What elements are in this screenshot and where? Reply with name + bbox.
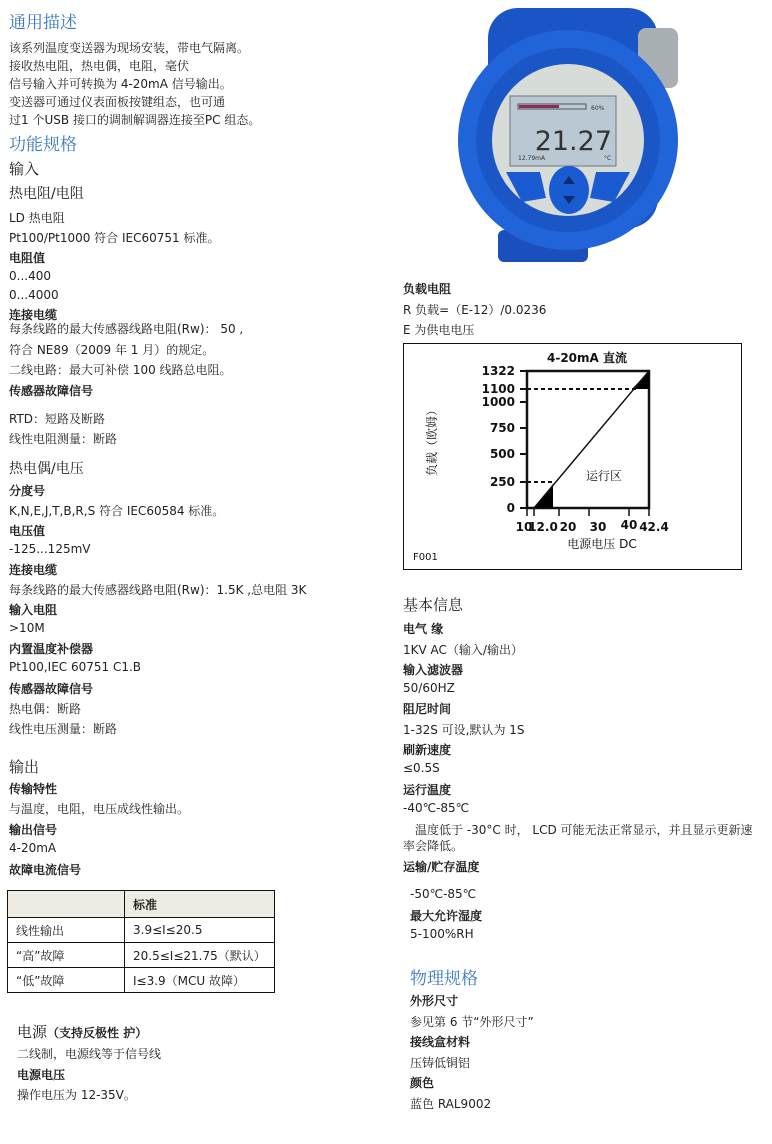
basic-value: 50/60HZ	[403, 681, 455, 695]
basic-label: 阻尼时间	[403, 702, 452, 716]
transmitter-device-image	[448, 0, 720, 272]
load-chart	[403, 343, 742, 570]
basic-label: 电气 缘	[403, 622, 444, 636]
svg-text:1000: 1000	[481, 395, 515, 409]
rtd-cable-line: 每条线路的最大传感器线路电阻(Rw)： 50 ,	[9, 322, 244, 336]
table-row	[8, 943, 275, 968]
output-transfer-label: 传输特性	[9, 782, 58, 796]
tc-title: 热电偶/电压	[9, 461, 84, 477]
svg-text:500: 500	[489, 447, 515, 461]
physical-value: 蓝色 RAL9002	[410, 1097, 492, 1111]
tc-impedance-value: >10M	[9, 621, 45, 635]
load-formula: R 负载=（E-12）/0.0236	[403, 303, 547, 317]
power-voltage-value: 操作电压为 12-35V。	[17, 1088, 136, 1102]
power-voltage-label: 电源电压	[17, 1068, 66, 1082]
output-signal-label: 输出信号	[9, 823, 58, 837]
general-line: 信号输入并可转换为 4-20mA 信号输出。	[9, 77, 232, 91]
basic-value: ≤0.5S	[403, 761, 440, 775]
physical-value: 压铸低铜铝	[410, 1056, 471, 1070]
tc-fault-label: 传感器故障信号	[9, 682, 94, 696]
tc-cjc-value: Pt100,IEC 60751 C1.B	[9, 660, 142, 674]
rtd-range-value: 0...4000	[9, 288, 59, 302]
rtd-cable-line: 符合 NE89（2009 年 1 月）的规定。	[9, 343, 215, 357]
storage-value: -50℃-85℃	[410, 887, 477, 901]
lcd-note: 温度低于 -30°C 时， LCD 可能无法正常显示，并且显示更新速	[415, 823, 753, 837]
rtd-cable-label: 连接电缆	[9, 308, 58, 322]
svg-text:12.79mA: 12.79mA	[518, 155, 546, 162]
load-label: 负载电阻	[403, 282, 452, 296]
table-row	[8, 968, 275, 993]
output-fault-current-label: 故障电流信号	[9, 863, 82, 877]
rtd-fault-line: RTD：短路及断路	[9, 412, 106, 426]
table-cell: 线性输出	[8, 918, 125, 943]
table-header-cell	[8, 891, 125, 918]
humidity-label: 最大允许湿度	[410, 909, 483, 923]
physical-label: 接线盒材料	[410, 1035, 471, 1049]
physical-label: 外形尺寸	[410, 994, 459, 1008]
table-cell: 3.9≤I≤20.5	[125, 918, 275, 943]
general-line: 接收热电阻，热电偶，电阻，毫伏	[9, 59, 190, 73]
rtd-type-value: Pt100/Pt1000 符合 IEC60751 标准。	[9, 231, 220, 245]
svg-text:750: 750	[489, 421, 515, 435]
basic-info-title: 基本信息	[403, 596, 464, 614]
table-cell: I≤3.9（MCU 故障）	[125, 968, 275, 993]
svg-text:250: 250	[489, 475, 515, 489]
lcd-value: 21.27	[534, 126, 612, 157]
svg-text:10: 10	[515, 520, 533, 534]
general-line: 过1 个USB 接口的调制解调器连接至PC 组态。	[9, 113, 261, 127]
power-line: 二线制，电源线等于信号线	[17, 1047, 162, 1061]
table-cell: 20.5≤I≤21.75（默认）	[125, 943, 275, 968]
rtd-fault-line: 线性电阻测量：断路	[9, 432, 118, 446]
basic-value: -40℃-85℃	[403, 801, 470, 815]
svg-text:60%: 60%	[591, 105, 605, 112]
table-header-cell: 标准	[125, 891, 275, 918]
basic-label: 运行温度	[403, 783, 452, 797]
rtd-range-value: 0...400	[9, 269, 51, 283]
rtd-cable-line: 二线电路：最大可补偿 100 线路总电阻。	[9, 363, 232, 377]
humidity-value: 5-100%RH	[410, 927, 474, 941]
rtd-fault-label: 传感器故障信号	[9, 384, 94, 398]
table-cell: “高”故障	[8, 943, 125, 968]
svg-text:42.4: 42.4	[639, 520, 669, 534]
basic-value: 1-32S 可设,默认为 1S	[403, 723, 525, 737]
input-title: 输入	[9, 160, 40, 178]
svg-text:1100: 1100	[481, 382, 515, 396]
output-signal-value: 4-20mA	[9, 841, 57, 855]
svg-text:12.0: 12.0	[528, 520, 558, 534]
load-note: E 为供电电压	[403, 323, 475, 337]
power-title-note: （支持反极性 护）	[47, 1026, 148, 1040]
basic-label: 刷新速度	[403, 743, 452, 757]
svg-text:30: 30	[589, 520, 607, 534]
physical-spec-title: 物理规格	[410, 969, 478, 989]
chart-title: 4-20mA 直流	[547, 351, 627, 365]
basic-label: 输入滤波器	[403, 663, 464, 677]
svg-text:0: 0	[506, 501, 515, 515]
table-cell: “低”故障	[8, 968, 125, 993]
power-title-block	[17, 1021, 147, 1042]
chart-x-label: 电源电压 DC	[567, 537, 637, 551]
table-row	[8, 918, 275, 943]
svg-text:°C: °C	[604, 155, 612, 162]
section-title-general: 通用描述	[9, 13, 77, 33]
tc-fault-line: 热电偶：断路	[9, 702, 82, 716]
general-line: 该系列温度变送器为现场安装，带电气隔离。	[9, 41, 250, 55]
fault-current-table	[7, 890, 275, 993]
tc-type-value: K,N,E,J,T,B,R,S 符合 IEC60584 标准。	[9, 504, 225, 518]
tc-impedance-label: 输入电阻	[9, 603, 58, 617]
output-title: 输出	[9, 758, 40, 776]
power-title: 电源	[17, 1023, 48, 1041]
general-line: 变送器可通过仪表面板按键组态，也可通	[9, 95, 226, 109]
output-transfer-value: 与温度，电阻，电压成线性输出。	[9, 802, 190, 816]
chart-y-label: 负载（欧姆）	[425, 403, 439, 477]
tc-cable-value: 每条线路的最大传感器线路电阻(Rw)：1.5K ,总电阻 3K	[9, 583, 307, 597]
tc-range-value: -125...125mV	[9, 542, 91, 556]
tc-type-label: 分度号	[9, 484, 46, 498]
svg-text:20: 20	[559, 520, 577, 534]
lcd-note: 率会降低。	[403, 839, 464, 853]
tc-cjc-label: 内置温度补偿器	[9, 642, 94, 656]
physical-label: 颜色	[410, 1076, 435, 1090]
table-header-row	[8, 891, 275, 918]
basic-value: 1KV AC（输入/输出）	[403, 643, 523, 657]
figure-id: F001	[413, 552, 438, 563]
chart-annotation: 运行区	[585, 469, 623, 483]
section-title-function-spec: 功能规格	[9, 135, 77, 155]
tc-fault-line: 线性电压测量：断路	[9, 722, 118, 736]
rtd-title: 热电阻/电阻	[9, 186, 84, 202]
svg-text:1322: 1322	[481, 364, 515, 378]
storage-label: 运输/贮存温度	[403, 860, 480, 874]
up-down-button-icon	[549, 166, 589, 214]
rtd-type-label: LD 热电阻	[9, 211, 65, 225]
tc-cable-label: 连接电缆	[9, 563, 58, 577]
physical-value: 参见第 6 节“外形尺寸”	[410, 1015, 534, 1029]
svg-text:40: 40	[620, 518, 638, 532]
rtd-range-label: 电阻值	[9, 251, 46, 265]
tc-range-label: 电压值	[9, 524, 46, 538]
